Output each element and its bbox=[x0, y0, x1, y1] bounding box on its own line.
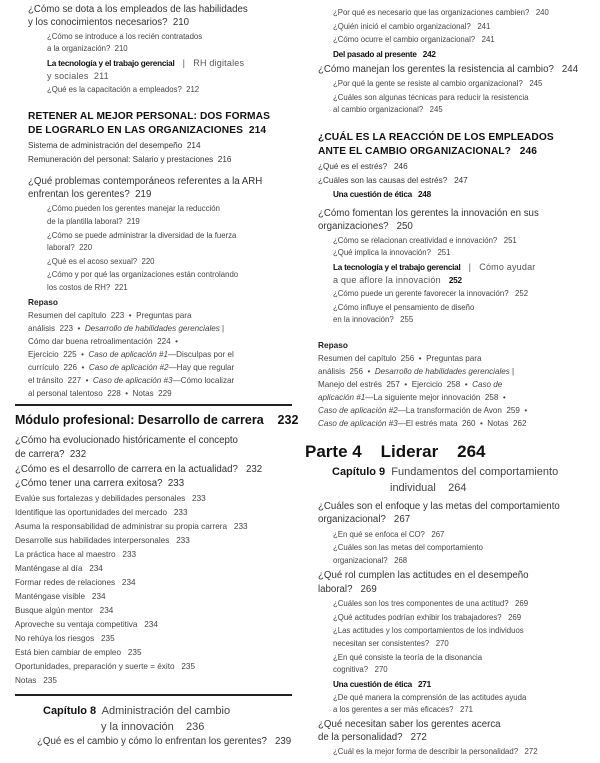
toc-line: ¿Cuál es la mejor forma de describir la personalidad? 272 bbox=[333, 746, 538, 756]
toc-line: al personal talentoso 228 • Notas 229 bbox=[28, 388, 172, 398]
toc-text: —El estrés mata 260 • Notas 262 bbox=[397, 418, 527, 428]
toc-line: Busque algún mentor 234 bbox=[15, 605, 114, 615]
toc-line: los costos de RH? 221 bbox=[47, 282, 128, 292]
toc-subquestion bbox=[15, 31, 300, 56]
toc-topic bbox=[305, 160, 597, 174]
toc-line: RETENER AL MEJOR PERSONAL: DOS FORMAS bbox=[28, 110, 270, 122]
toc-line: ¿CUÁL ES LA REACCIÓN DE LOS EMPLEADOS bbox=[318, 131, 554, 143]
toc-line: enfrentan los gerentes? 219 bbox=[28, 189, 152, 200]
toc-subquestion bbox=[15, 230, 300, 255]
toc-line: ¿Cuáles son algunas técnicas para reducir la resistencia bbox=[333, 92, 529, 102]
toc-line: Parte 4 Liderar 264 bbox=[305, 441, 486, 461]
toc-question bbox=[305, 63, 597, 76]
toc-question bbox=[305, 207, 597, 234]
toc-line: organizacional? 268 bbox=[333, 555, 408, 565]
toc-line: ¿Qué actitudes podrían exhibir los trabajadores? 269 bbox=[333, 612, 522, 622]
review-label bbox=[305, 339, 597, 352]
toc-subquestion bbox=[305, 542, 597, 567]
toc-subquestion bbox=[305, 692, 597, 717]
toc-text: Fundamentos del comportamiento bbox=[385, 465, 559, 478]
toc-line: ¿Cómo se dota a los empleados de las habilidades bbox=[28, 4, 248, 15]
toc-line: ¿Qué es el acoso sexual? 220 bbox=[47, 256, 155, 266]
toc-line: ¿Cómo y por qué las organizaciones están controlando bbox=[47, 270, 239, 280]
toc-line: Asuma la responsabilidad de administrar su propia carrera 233 bbox=[15, 521, 248, 531]
toc-text: | bbox=[509, 366, 515, 376]
toc-line bbox=[28, 361, 300, 374]
toc-subquestion bbox=[305, 235, 597, 248]
toc-text: Capítulo 9 bbox=[332, 465, 386, 478]
toc-line: Remuneración del personal: Salario y prestaciones 216 bbox=[28, 154, 232, 164]
toc-subquestion bbox=[305, 612, 597, 625]
toc-text: Manejo del estrés 257 • Ejercicio 258 • bbox=[318, 379, 473, 389]
toc-line bbox=[47, 70, 300, 83]
toc-line bbox=[318, 378, 597, 391]
toc-question bbox=[15, 477, 300, 492]
toc-question bbox=[305, 569, 597, 596]
toc-question bbox=[15, 463, 300, 478]
toc-subquestion bbox=[305, 34, 597, 47]
toc-subquestion bbox=[305, 7, 597, 20]
toc-line: Identifique las oportunidades del mercado 233 bbox=[15, 507, 188, 517]
toc-subquestion bbox=[305, 78, 597, 91]
toc-right-column bbox=[305, 3, 597, 758]
toc-line: Repaso bbox=[28, 296, 58, 307]
toc-line: cognitiva? 270 bbox=[333, 665, 388, 675]
toc-line: ANTE EL CAMBIO ORGANIZACIONAL? 246 bbox=[318, 145, 538, 157]
part-heading bbox=[305, 442, 597, 462]
toc-line: ¿Cuáles son las causas del estrés? 247 bbox=[318, 175, 468, 185]
toc-subquestion bbox=[305, 21, 597, 34]
toc-line: ¿Qué rol cumplen las actitudes en el desempeño bbox=[318, 570, 529, 582]
toc-line: ¿Qué necesitan saber los gerentes acerca bbox=[318, 718, 501, 730]
italic-title: Caso de aplicación #3 bbox=[318, 418, 398, 428]
toc-line: a la organización? 210 bbox=[47, 44, 128, 54]
toc-line: Oportunidades, preparación y suerte = éxito 235 bbox=[15, 661, 196, 671]
toc-line: Formar redes de relaciones 234 bbox=[15, 577, 136, 587]
toc-feature bbox=[305, 261, 597, 287]
toc-subquestion bbox=[15, 256, 300, 269]
toc-line: ¿Por qué es necesario que las organizaciones cambien? 240 bbox=[333, 8, 549, 17]
toc-line: Sistema de administración del desempeño 214 bbox=[28, 140, 201, 150]
toc-line: de la plantilla laboral? 219 bbox=[47, 217, 140, 226]
italic-title: aplicación #1 bbox=[318, 392, 366, 402]
toc-line: ¿Cómo tener una carrera exitosa? 233 bbox=[15, 478, 185, 490]
toc-line: ¿En qué se enfoca el CO? 267 bbox=[333, 529, 445, 539]
toc-line bbox=[333, 274, 597, 287]
toc-line: de carrera? 232 bbox=[15, 449, 87, 461]
toc-line: No rehúya los riesgos 235 bbox=[15, 633, 115, 643]
italic-title: Caso de aplicación #2 bbox=[88, 362, 169, 372]
toc-text: el tránsito 227 • bbox=[28, 375, 93, 385]
toc-line: y la innovación 236 bbox=[101, 720, 205, 733]
toc-line: DE LOGRARLO EN LAS ORGANIZACIONES 214 bbox=[28, 124, 267, 136]
toc-line bbox=[47, 57, 300, 70]
toc-question bbox=[305, 500, 597, 527]
toc-line: ¿Cómo fomentan los gerentes la innovación en sus bbox=[318, 207, 539, 219]
toc-subquestion bbox=[305, 302, 597, 327]
toc-text: —Hay que regular bbox=[168, 362, 235, 372]
toc-line: organizacional? 267 bbox=[318, 514, 411, 526]
toc-line: Una cuestión de ética 271 bbox=[333, 679, 431, 689]
toc-subquestion bbox=[305, 529, 597, 542]
toc-topic bbox=[15, 139, 300, 153]
toc-line: al cambio organizacional? 245 bbox=[333, 105, 443, 115]
toc-question bbox=[15, 434, 300, 463]
toc-text: a que aflore la innovación bbox=[333, 274, 449, 285]
toc-line: ¿En qué consiste la teoría de la disonancia bbox=[333, 652, 483, 662]
toc-feature bbox=[305, 188, 597, 201]
italic-title: Caso de aplicación #1 bbox=[88, 349, 169, 359]
toc-text: 252 bbox=[448, 275, 462, 285]
toc-line bbox=[43, 703, 300, 719]
toc-line: en la innovación? 255 bbox=[333, 315, 414, 325]
toc-line: ¿Qué es la capacitación a empleados? 212 bbox=[47, 85, 200, 94]
toc-line: Manténgase visible 234 bbox=[15, 591, 106, 601]
toc-line: Del pasado al presente 242 bbox=[333, 49, 436, 59]
toc-line bbox=[28, 374, 300, 387]
toc-topic bbox=[15, 153, 300, 167]
toc-line bbox=[28, 322, 300, 335]
toc-line: ¿Qué es el estrés? 246 bbox=[318, 161, 408, 171]
toc-text: | Cómo ayudar bbox=[460, 261, 536, 272]
toc-text: análisis 256 • bbox=[318, 366, 375, 376]
italic-title: Caso de aplicación #3 bbox=[92, 375, 173, 385]
toc-line: Una cuestión de ética 248 bbox=[333, 189, 431, 199]
toc-line: ¿Qué implica la innovación? 251 bbox=[333, 248, 451, 258]
toc-line: ¿Cómo ocurre el cambio organizacional? 241 bbox=[333, 35, 495, 45]
toc-line: necesitan ser consistentes? 270 bbox=[333, 638, 449, 648]
toc-line: Está bien cambiar de empleo 235 bbox=[15, 647, 142, 657]
section-divider bbox=[15, 404, 292, 406]
toc-question bbox=[15, 3, 300, 30]
toc-line: organizaciones? 250 bbox=[318, 221, 413, 233]
toc-line: ¿Quién inició el cambio organizacional? 241 bbox=[333, 21, 491, 31]
toc-left-column bbox=[15, 3, 300, 749]
toc-text: —La transformación de Avon 259 • bbox=[397, 405, 528, 415]
toc-subquestion bbox=[305, 746, 597, 759]
toc-line: laboral? 269 bbox=[318, 583, 377, 595]
toc-line: Resumen del capítulo 256 • Preguntas para bbox=[318, 353, 482, 363]
toc-line: ¿Cuáles son el enfoque y las metas del comportamiento bbox=[318, 500, 560, 512]
toc-line: Notas 235 bbox=[15, 675, 57, 685]
toc-text: | RH digitales bbox=[174, 58, 245, 68]
toc-feature bbox=[305, 48, 597, 61]
toc-question bbox=[15, 735, 300, 750]
toc-line: ¿Qué es el cambio y cómo lo enfrentan los gerentes? 239 bbox=[37, 735, 292, 747]
toc-subquestion bbox=[305, 598, 597, 611]
toc-line: La práctica hace al maestro 233 bbox=[15, 549, 137, 559]
chapter-heading bbox=[15, 703, 300, 735]
toc-line bbox=[318, 365, 597, 378]
toc-subquestion bbox=[15, 269, 300, 294]
toc-line: ¿Cómo manejan los gerentes la resistencia al cambio? 244 bbox=[318, 63, 579, 75]
toc-line: ¿Cómo se introduce a los recién contratados bbox=[47, 31, 203, 41]
toc-line: ¿Cuáles son los tres componentes de una actitud? 269 bbox=[333, 599, 529, 609]
toc-line: ¿Cómo ha evolucionado históricamente el concepto bbox=[15, 434, 238, 446]
toc-topic bbox=[305, 174, 597, 188]
toc-line: Módulo profesional: Desarrollo de carrera 232 bbox=[15, 412, 299, 427]
toc-line: Aproveche su ventaja competitiva 234 bbox=[15, 619, 158, 629]
toc-line: ¿Cómo es el desarrollo de carrera en la actualidad? 232 bbox=[15, 463, 263, 475]
toc-text: y sociales 211 bbox=[47, 71, 109, 81]
toc-line: Evalúe sus fortalezas y debilidades personales 233 bbox=[15, 493, 206, 503]
review-list bbox=[15, 309, 300, 400]
toc-subquestion bbox=[15, 203, 300, 228]
italic-title: Caso de aplicación #2 bbox=[318, 405, 398, 415]
toc-line: ¿Cuáles son las metas del comportamiento bbox=[333, 543, 483, 553]
toc-question bbox=[305, 718, 597, 745]
toc-text: Ejercicio 225 • bbox=[28, 349, 89, 359]
toc-line: ¿Qué problemas contemporáneos referentes a la ARH bbox=[28, 175, 263, 187]
section-divider bbox=[15, 694, 292, 696]
italic-title: Desarrollo de habilidades gerenciales bbox=[84, 323, 220, 333]
toc-line: laboral? 220 bbox=[47, 243, 93, 253]
toc-line: ¿Cómo puede un gerente favorecer la innovación? 252 bbox=[333, 288, 529, 298]
toc-subquestion bbox=[305, 625, 597, 650]
toc-line: ¿Cómo pueden los gerentes manejar la reducción bbox=[47, 204, 220, 214]
toc-text: Administración del cambio bbox=[96, 704, 231, 717]
toc-section-heading bbox=[305, 131, 597, 159]
toc-line: ¿De qué manera la comprensión de las actitudes ayuda bbox=[333, 692, 527, 702]
toc-text: análisis 223 • bbox=[28, 323, 85, 333]
toc-subquestion bbox=[305, 247, 597, 260]
toc-line: ¿Cómo se relacionan creatividad e innovación? 251 bbox=[333, 235, 517, 245]
toc-line: de la personalidad? 272 bbox=[318, 732, 427, 744]
toc-line: Resumen del capítulo 223 • Preguntas para bbox=[28, 310, 192, 320]
toc-line: ¿Las actitudes y los comportamientos de los individuos bbox=[333, 626, 524, 636]
toc-text: —Cómo localizar bbox=[172, 375, 235, 385]
toc-line bbox=[318, 404, 597, 417]
toc-line: individual 264 bbox=[390, 481, 467, 494]
toc-line: Cómo dar buena retroalimentación 224 • bbox=[28, 336, 178, 346]
toc-line: ¿Por qué la gente se resiste al cambio organizacional? 245 bbox=[333, 79, 543, 89]
toc-line: ¿Cómo se puede administrar la diversidad de la fuerza bbox=[47, 230, 237, 240]
toc-text: Capítulo 8 bbox=[43, 704, 97, 717]
toc-line: y los conocimientos necesarios? 210 bbox=[28, 17, 190, 29]
toc-line: a los gerentes a ser más eficaces? 271 bbox=[333, 705, 473, 715]
toc-text: currículo 226 • bbox=[28, 362, 89, 372]
toc-subquestion bbox=[305, 288, 597, 301]
toc-section-heading bbox=[15, 110, 300, 138]
toc-feature bbox=[15, 57, 300, 83]
toc-text: | bbox=[219, 323, 225, 333]
toc-line: ¿Cómo influye el pensamiento de diseño bbox=[333, 302, 475, 312]
italic-title: Desarrollo de habilidades gerenciales bbox=[374, 366, 510, 376]
toc-line: Repaso bbox=[318, 339, 348, 350]
chapter-heading bbox=[305, 464, 597, 496]
toc-text: —Disculpas por el bbox=[168, 349, 234, 359]
toc-line: Manténgase al día 234 bbox=[15, 563, 103, 573]
toc-line bbox=[332, 464, 597, 480]
toc-line bbox=[28, 348, 300, 361]
review-label bbox=[15, 296, 300, 309]
toc-subquestion bbox=[305, 652, 597, 677]
review-list bbox=[305, 352, 597, 430]
toc-text: La tecnología y el trabajo gerencial bbox=[47, 59, 175, 68]
toc-line: Desarrolle sus habilidades interpersonales 233 bbox=[15, 535, 190, 545]
module-heading bbox=[15, 412, 300, 428]
toc-line bbox=[318, 391, 597, 404]
toc-subquestion bbox=[15, 84, 300, 97]
toc-text: La tecnología y el trabajo gerencial bbox=[333, 262, 461, 272]
toc-line bbox=[318, 417, 597, 430]
italic-title: Caso de bbox=[472, 379, 503, 389]
toc-text: —La siguiente mejor innovación 258 • bbox=[365, 392, 506, 402]
toc-line bbox=[333, 261, 597, 274]
toc-subquestion bbox=[305, 92, 597, 117]
toc-feature bbox=[305, 678, 597, 691]
toc-question bbox=[15, 175, 300, 202]
toc-topic bbox=[15, 492, 300, 688]
